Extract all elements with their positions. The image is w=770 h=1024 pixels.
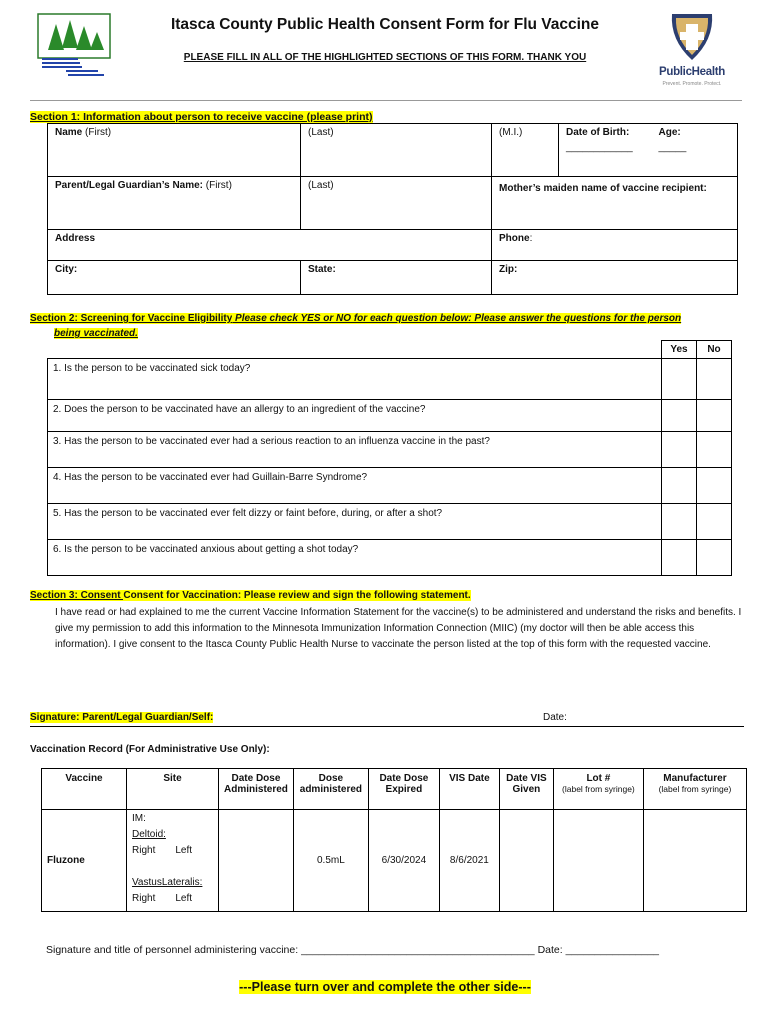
q6-no-checkbox[interactable]: [697, 540, 732, 576]
question-4: 4. Has the person to be vaccinated ever had Guillain-Barre Syndrome?: [48, 468, 662, 504]
q4-yes-checkbox[interactable]: [662, 468, 697, 504]
col-date-expired: Date Dose Expired: [368, 769, 439, 810]
address-field[interactable]: Address: [48, 230, 492, 261]
q4-no-checkbox[interactable]: [697, 468, 732, 504]
signature-line[interactable]: [30, 726, 744, 727]
vis-date-cell: 8/6/2021: [439, 810, 499, 912]
consent-statement: I have read or had explained to me the current Vaccine Information Statement for the vaccine(s) to be administered and understand the risks and benefits. I give my permission to add this information to the Minnesota Immunization Information Connection (MIIC) (my doctor will then be able access this information). I give consent to the Itasca County Public Health Nurse to vaccinate the person listed at the top of this form with the requested vaccine.: [55, 607, 742, 650]
col-vaccine: Vaccine: [42, 769, 127, 810]
mi-field[interactable]: (M.I.): [492, 124, 559, 177]
question-1: 1. Is the person to be vaccinated sick today?: [48, 359, 662, 400]
form-title: Itasca County Public Health Consent Form for Flu Vaccine: [170, 16, 600, 33]
yes-column-header: Yes: [662, 341, 697, 359]
phone-field[interactable]: Phone:: [492, 230, 738, 261]
site-cell[interactable]: IM: Deltoid: Right Left VastusLateralis: Right Left: [127, 810, 219, 912]
section3-heading: Section 3: Consent Consent for Vaccination: Please review and sign the following statement.: [30, 590, 471, 601]
public-health-logo: [650, 10, 734, 92]
manufacturer-cell[interactable]: [643, 810, 746, 912]
col-vis-given: Date VIS Given: [499, 769, 553, 810]
col-site: Site: [127, 769, 219, 810]
vaccine-cell: Fluzone: [42, 810, 127, 912]
signature-date-label: Date:: [543, 712, 567, 723]
q1-no-checkbox[interactable]: [697, 359, 732, 400]
question-3: 3. Has the person to be vaccinated ever had a serious reaction to an influenza vaccine in the past?: [48, 432, 662, 468]
col-vis-date: VIS Date: [439, 769, 499, 810]
header-divider: [30, 100, 742, 101]
q2-no-checkbox[interactable]: [697, 400, 732, 432]
guardian-last-field[interactable]: (Last): [301, 177, 492, 230]
shield-icon: [650, 10, 734, 64]
question-6: 6. Is the person to be vaccinated anxious about getting a shot today?: [48, 540, 662, 576]
screening-table: [47, 340, 732, 576]
city-field[interactable]: City:: [48, 261, 301, 295]
q3-no-checkbox[interactable]: [697, 432, 732, 468]
form-instructions: PLEASE FILL IN ALL OF THE HIGHLIGHTED SECTIONS OF THIS FORM. THANK YOU: [183, 52, 587, 63]
vaccination-record-table: [41, 768, 747, 912]
col-dose: Dose administered: [293, 769, 368, 810]
dob-field[interactable]: Date of Birth: ____________: [559, 124, 652, 177]
q5-no-checkbox[interactable]: [697, 504, 732, 540]
question-2: 2. Does the person to be vaccinated have an allergy to an ingredient of the vaccine?: [48, 400, 662, 432]
logo-text: PublicHealth: [658, 66, 726, 78]
zip-field[interactable]: Zip:: [492, 261, 738, 295]
section1-heading: Section 1: Information about person to receive vaccine (please print): [30, 111, 373, 123]
maiden-name-field[interactable]: Mother’s maiden name of vaccine recipient:: [492, 177, 738, 230]
signature-label: Signature: Parent/Legal Guardian/Self:: [30, 712, 214, 723]
turn-over-note: ---Please turn over and complete the other side---: [239, 980, 531, 994]
vis-given-cell[interactable]: [499, 810, 553, 912]
date-administered-cell[interactable]: [219, 810, 294, 912]
q2-yes-checkbox[interactable]: [662, 400, 697, 432]
q5-yes-checkbox[interactable]: [662, 504, 697, 540]
col-date-administered: Date Dose Administered: [219, 769, 294, 810]
col-manufacturer: Manufacturer (label from syringe): [643, 769, 746, 810]
lot-cell[interactable]: [553, 810, 643, 912]
personnel-signature-line[interactable]: Signature and title of personnel administering vaccine: ________________________________________ Date: ________________: [46, 944, 660, 956]
no-column-header: No: [697, 341, 732, 359]
last-name-field[interactable]: (Last): [301, 124, 492, 177]
dose-cell: 0.5mL: [293, 810, 368, 912]
age-field[interactable]: Age: _____: [652, 124, 738, 177]
logo-tagline: Prevent. Promote. Protect.: [662, 81, 722, 87]
expired-cell: 6/30/2024: [368, 810, 439, 912]
guardian-first-field[interactable]: Parent/Legal Guardian’s Name: (First): [48, 177, 301, 230]
question-5: 5. Has the person to be vaccinated ever felt dizzy or faint before, during, or after a shot?: [48, 504, 662, 540]
first-name-field[interactable]: Name (First): [48, 124, 301, 177]
col-lot: Lot # (label from syringe): [553, 769, 643, 810]
section1-table: [47, 123, 738, 295]
record-heading: Vaccination Record (For Administrative Use Only):: [30, 744, 270, 755]
q1-yes-checkbox[interactable]: [662, 359, 697, 400]
q3-yes-checkbox[interactable]: [662, 432, 697, 468]
section2-heading: Section 2: Screening for Vaccine Eligibility Please check YES or NO for each question below: Please answer the questions for the person being vaccinated.: [30, 313, 682, 339]
state-field[interactable]: State:: [301, 261, 492, 295]
q6-yes-checkbox[interactable]: [662, 540, 697, 576]
